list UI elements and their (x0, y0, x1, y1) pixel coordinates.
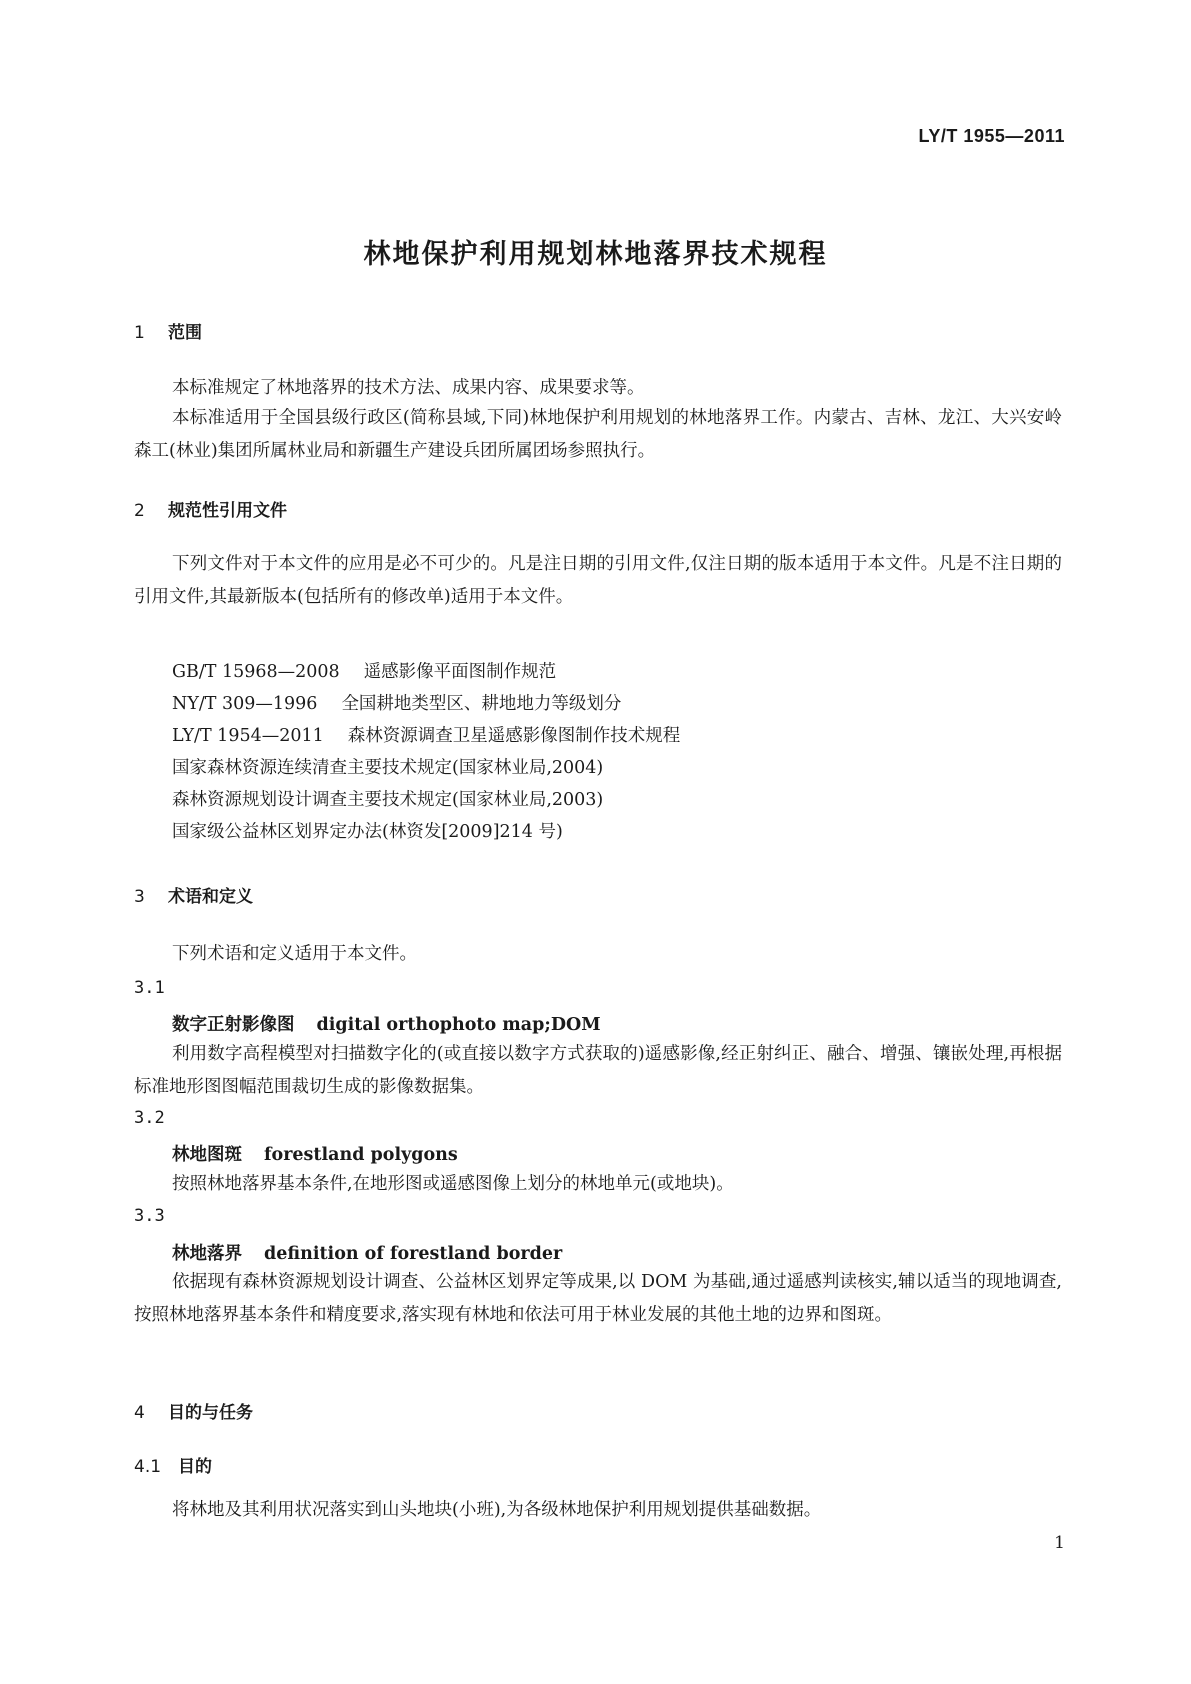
section-2-intro: 下列文件对于本文件的应用是必不可少的。凡是注日期的引用文件,仅注日期的版本适用于本文件。凡是不注日期的引用文件,其最新版本(包括所有的修改单)适用于本文件。 (134, 554, 1062, 607)
section-4-title: 目的与任务 (168, 1403, 253, 1423)
term-definition: 利用数字高程模型对扫描数字化的(或直接以数字方式获取的)遥感影像,经正射纠正、融合、增强、镶嵌处理,再根据标准地形图图幅范围裁切生成的影像数据集。 (134, 1044, 1062, 1097)
page-number: 1 (1054, 1533, 1065, 1553)
section-3-title: 术语和定义 (168, 887, 253, 907)
term-name-en: forestland polygons (264, 1145, 458, 1165)
reference-code: LY/T 1954—2011 (172, 726, 324, 746)
reference-title: 国家级公益林区划界定办法(林资发[2009]214 号) (172, 822, 563, 842)
term-number: 3.1 (134, 978, 165, 998)
subsection-4-1-heading (134, 1452, 212, 1477)
term-number: 3.3 (134, 1206, 165, 1226)
reference-item (172, 720, 680, 752)
section-2-number: 2 (134, 501, 145, 521)
section-3-heading (134, 882, 253, 907)
section-3-number: 3 (134, 887, 145, 907)
reference-code: GB/T 15968—2008 (172, 662, 340, 682)
section-1-paragraph-2: 本标准适用于全国县级行政区(简称县域,下同)林地保护利用规划的林地落界工作。内蒙古、吉林、龙江、大兴安岭森工(林业)集团所属林业局和新疆生产建设兵团所属团场参照执行。 (134, 408, 1062, 461)
term-name-cn: 林地落界 (172, 1244, 242, 1264)
reference-title: 全国耕地类型区、耕地地力等级划分 (341, 694, 622, 714)
reference-item (172, 784, 680, 816)
reference-title: 森林资源调查卫星遥感影像图制作技术规程 (347, 726, 681, 746)
section-3-intro: 下列术语和定义适用于本文件。 (172, 944, 417, 964)
normative-references-list (172, 656, 680, 848)
section-4-number: 4 (134, 1403, 145, 1423)
subsection-4-1-text: 将林地及其利用状况落实到山头地块(小班),为各级林地保护利用规划提供基础数据。 (172, 1500, 822, 1520)
subsection-4-1-title: 目的 (178, 1457, 212, 1477)
section-2-title: 规范性引用文件 (168, 501, 287, 521)
term-name-cn: 数字正射影像图 (172, 1015, 295, 1035)
reference-title: 国家森林资源连续清查主要技术规定(国家林业局,2004) (172, 758, 604, 778)
standard-code: LY/T 1955—2011 (918, 126, 1065, 146)
reference-item (172, 656, 680, 688)
section-2-heading (134, 496, 287, 521)
term-name-en: definition of forestland border (264, 1244, 563, 1264)
reference-item (172, 752, 680, 784)
term-definition: 按照林地落界基本条件,在地形图或遥感图像上划分的林地单元(或地块)。 (172, 1174, 734, 1194)
reference-item (172, 688, 680, 720)
section-4-heading (134, 1398, 253, 1423)
term-name (172, 1011, 601, 1036)
reference-title: 遥感影像平面图制作规范 (363, 662, 557, 682)
term-name (172, 1141, 458, 1166)
subsection-4-1-number: 4.1 (134, 1457, 162, 1477)
reference-item (172, 816, 680, 848)
section-1-number: 1 (134, 323, 145, 343)
term-definition: 依据现有森林资源规划设计调查、公益林区划界定等成果,以 DOM 为基础,通过遥感判读核实,辅以适当的现地调查,按照林地落界基本条件和精度要求,落实现有林地和依法可用于林业发展的其他土地的边界和图斑。 (134, 1272, 1062, 1325)
section-1-title: 范围 (168, 323, 202, 343)
term-name (172, 1240, 562, 1265)
term-name-cn: 林地图斑 (172, 1145, 242, 1165)
section-1-heading (134, 318, 202, 343)
term-number: 3.2 (134, 1108, 165, 1128)
reference-title: 森林资源规划设计调查主要技术规定(国家林业局,2003) (172, 790, 604, 810)
reference-code: NY/T 309—1996 (172, 694, 318, 714)
term-name-en: digital orthophoto map;DOM (316, 1015, 601, 1035)
section-1-paragraph-1: 本标准规定了林地落界的技术方法、成果内容、成果要求等。 (172, 378, 645, 398)
document-title: 林地保护利用规划林地落界技术规程 (363, 239, 828, 270)
